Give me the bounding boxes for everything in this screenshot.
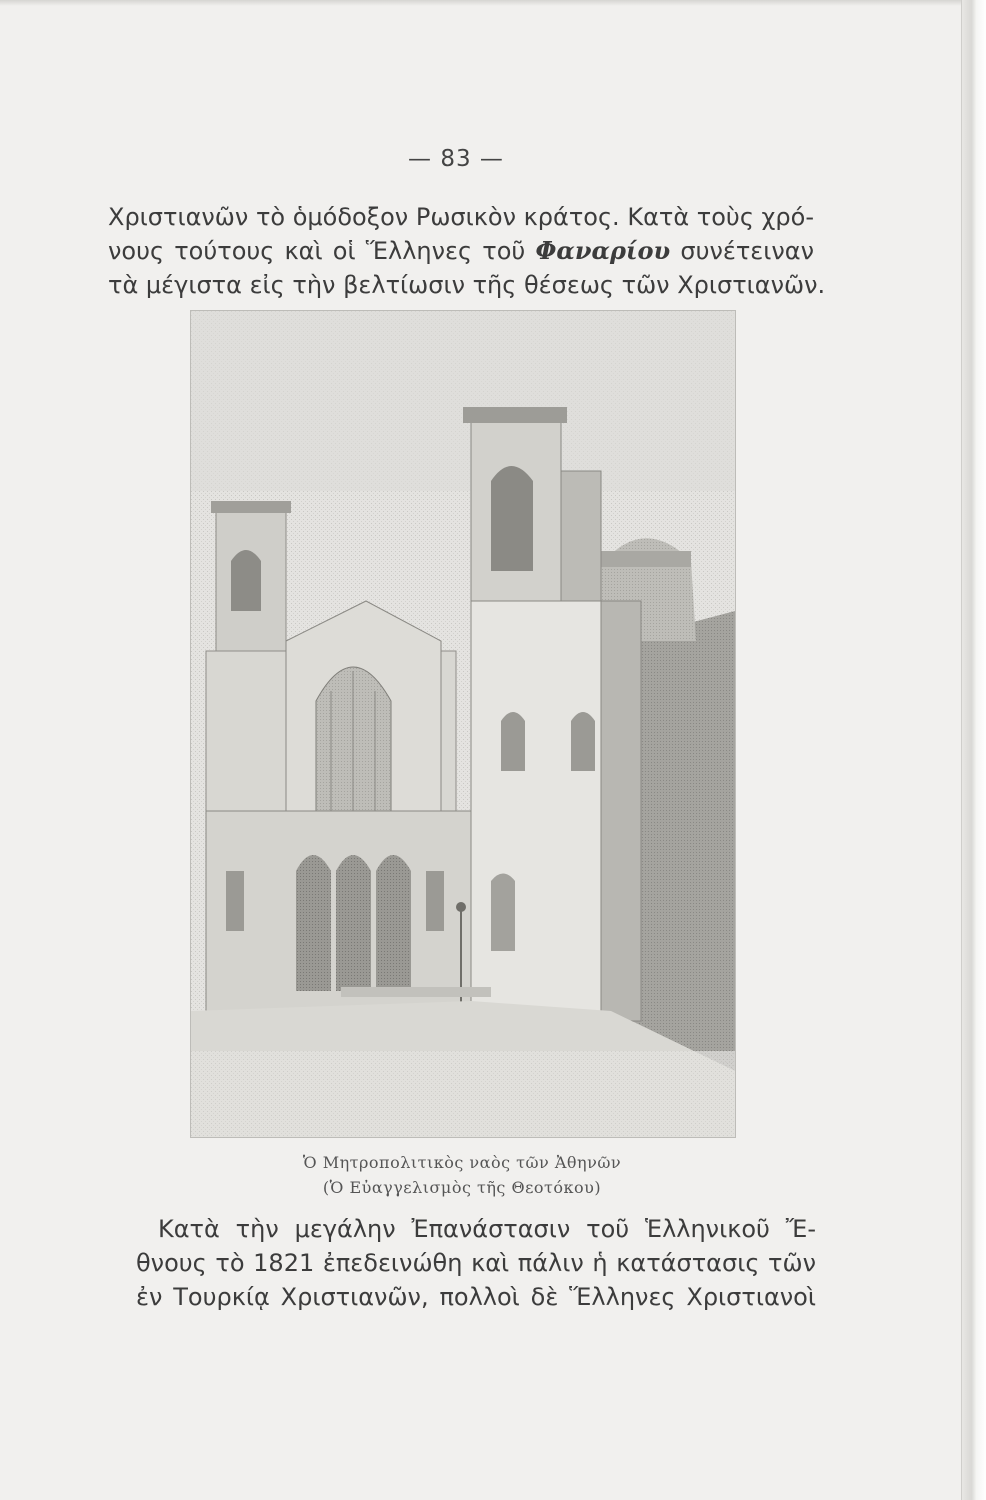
paragraph-bottom (136, 1212, 816, 1314)
figure-caption-title: Ὁ Μητροπολιτικὸς ναὸς τῶν Ἀθηνῶν (302, 1153, 622, 1172)
paragraph-bottom-line-3: ἐν Τουρκίᾳ Χριστιανῶν, πολλοὶ δὲ Ἕλληνες Χριστιανοὶ (136, 1283, 816, 1311)
page-number: — 83 — (408, 146, 504, 172)
cathedral-illustration (191, 311, 735, 1137)
paragraph-top (108, 200, 826, 302)
cathedral-photograph (190, 310, 736, 1138)
paragraph-top-line-1: Χριστιανῶν τὸ ὁμόδοξον Ρωσικὸν κράτος. Κατὰ τοὺς χρό- (108, 203, 814, 231)
paragraph-top-line-2-start: νους τούτους καὶ οἱ Ἕλληνες τοῦ (108, 237, 536, 265)
paragraph-top-line-2 (108, 234, 814, 268)
paragraph-top-line-3: τὰ μέγιστα εἰς τὴν βελτίωσιν τῆς θέσεως τῶν Χριστιανῶν. (108, 271, 826, 299)
page-top-shadow (0, 0, 962, 6)
paragraph-bottom-line-2: θνους τὸ 1821 ἐπεδεινώθη καὶ πάλιν ἡ κατάστασις τῶν (136, 1249, 816, 1277)
page-edge (961, 0, 986, 1500)
paragraph-top-line-2-end: συνέτειναν (670, 237, 815, 265)
emphasized-word: Φαναρίου (535, 236, 671, 265)
figure-caption-subtitle: (Ὁ Εὐαγγελισμὸς τῆς Θεοτόκου) (322, 1178, 602, 1197)
paragraph-bottom-line-1: Κατὰ τὴν μεγάλην Ἐπανάστασιν τοῦ Ἑλληνικοῦ Ἔ- (158, 1215, 816, 1243)
